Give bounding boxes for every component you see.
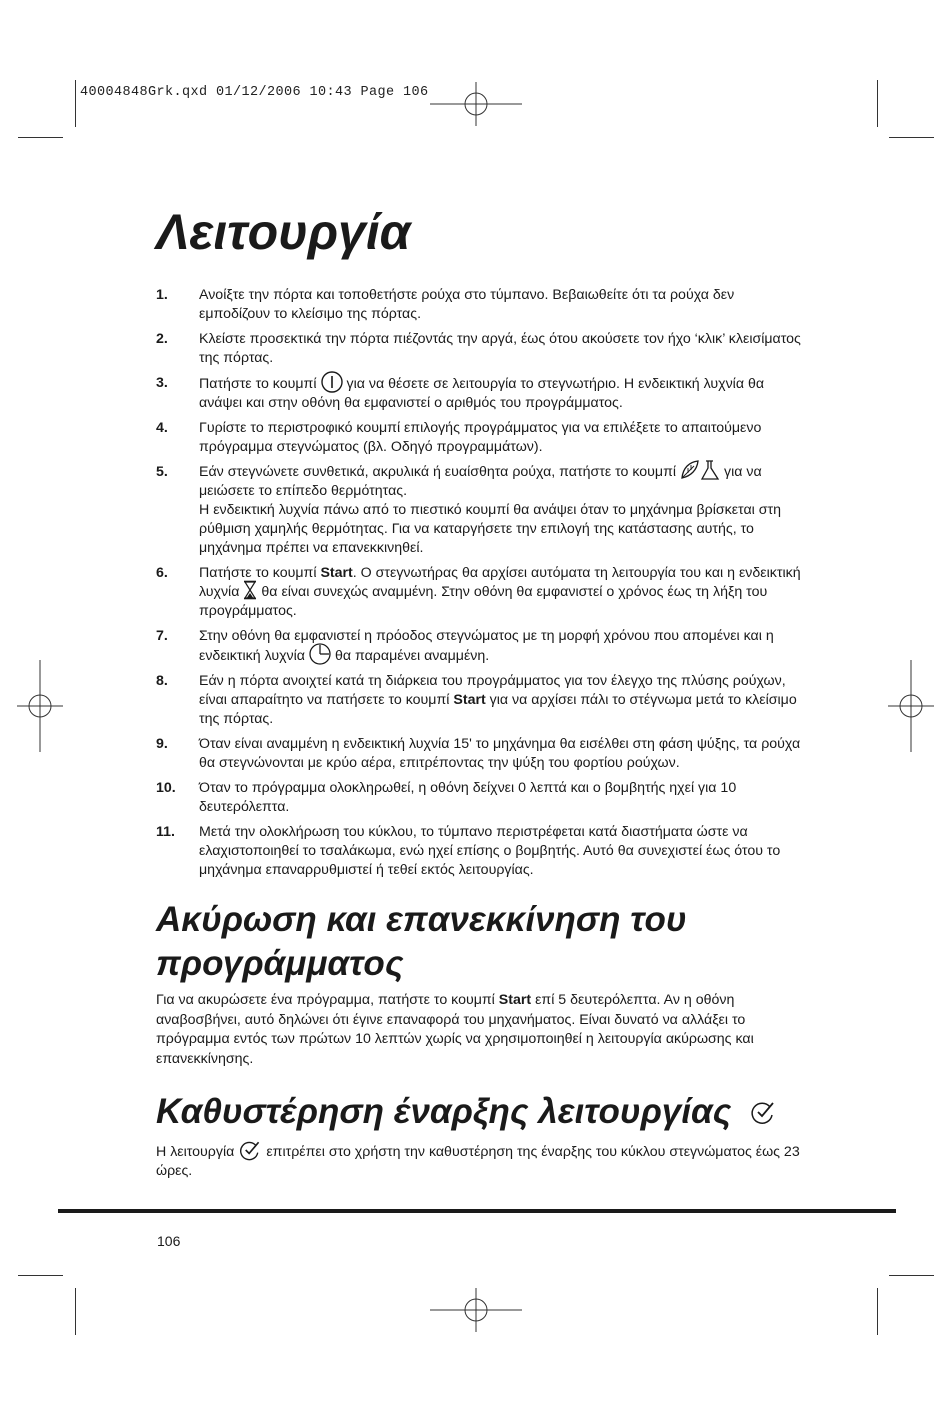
file-slug: 40004848Grk.qxd 01/12/2006 10:43 Page 106 [80,85,429,100]
step-number: 8. [156,673,168,689]
step-text: Πατήστε το κουμπί [199,375,317,392]
step-5 [156,463,806,558]
cancel-section-title [156,898,687,986]
step-3 [156,374,806,413]
step-text: Εάν στεγνώνετε συνθετικά, ακρυλικά ή ευαίσθητα ρούχα, πατήστε το κουμπί [199,464,677,480]
clock-icon [308,642,332,666]
cancel-title-line2: προγράμματος [156,944,404,983]
page-number: 106 [157,1233,181,1249]
step-text: για να θέσετε σε λειτουργία το στεγνωτήριο. Η ενδεικτική λυχνία θα ανάψει και στην οθόνη θα εμφανιστεί ο αριθμός του προγράμματος. [199,375,765,411]
delay-title-text: Καθυστέρηση έναρξης λειτουργίας [156,1092,732,1131]
hourglass-icon [242,580,258,600]
low-heat-icon [679,459,721,481]
step-number: 6. [156,565,168,581]
start-keyword: Start [498,992,532,1008]
step-text: Εάν η πόρτα ανοιχτεί κατά τη διάρκεια του προγράμματος για τον έλεγχο της πλύσης ρούχων, είναι απαραίτητο να πατήσετε το κουμπί [199,673,786,708]
crop-mark [877,1288,878,1335]
step-7 [156,627,806,666]
step-number: 7. [156,628,168,644]
footer-rule [58,1209,896,1213]
start-keyword: Start [453,692,486,708]
crop-mark [889,137,934,138]
step-6 [156,564,806,621]
delay-text: επιτρέπει στο χρήστη την καθυστέρηση της έναρξης του κύκλου στεγνώματος έως 23 ώρες. [156,1143,800,1180]
step-note: Η ενδεικτική λυχνία πάνω από το πιεστικό κουμπί θα ανάψει όταν το μηχάνημα βρίσκεται στη ρύθμιση χαμηλής θερμότητας. Για να καταργήσετε την επιλογή της κατάστασης αυτής, το μηχάνημα πρέπει να επανεκκινηθεί. [199,502,781,556]
delay-start-icon [237,1138,263,1162]
step-text: Ανοίξτε την πόρτα και τοποθετήστε ρούχα στο τύμπανο. Βεβαιωθείτε ότι τα ρούχα δεν εμποδίζουν το κλείσιμο της πόρτας. [199,287,735,322]
step-number: 2. [156,331,168,347]
step-9 [156,735,806,773]
crop-mark [75,80,76,127]
step-number: 11. [156,824,175,840]
step-number: 9. [156,736,168,752]
cancel-title-line1: Ακύρωση και επανεκκίνηση του [156,900,687,939]
step-text: Όταν είναι αναμμένη η ενδεικτική λυχνία 15' το μηχάνημα θα εισέλθει στη φάση ψύξης, τα ρούχα θα στεγνώνονται με κρύο αέρα, επιτρέποντας την ψύξη του φορτίου ρούχων. [199,736,801,771]
cancel-paragraph [156,991,801,1069]
step-text: για να μειώσετε το επίπεδο θερμότητας. [199,464,762,499]
step-number: 4. [156,420,168,436]
step-text: θα παραμένει αναμμένη. [334,647,490,664]
step-8 [156,672,806,729]
step-1 [156,286,806,324]
crop-mark [18,1275,63,1276]
cancel-text: επί 5 δευτερόλεπτα. Αν η οθόνη αναβοσβήνει, αυτό δηλώνει ότι έγινε επαναφορά του μηχανήματος. Είναι δυνατό να αλλάξει το πρόγραμμα εντός των πρώτων 10 λεπτών χωρίς να χρησιμοποιηθεί η λειτουργία ακύρωσης και επανεκκίνησης. [156,992,754,1067]
step-text: Γυρίστε το περιστροφικό κουμπί επιλογής προγράμματος για να επιλέξετε το απαιτούμενο πρόγραμμα στεγνώματος (βλ. Οδηγό προγραμμάτων). [199,420,762,455]
registration-mark-icon [430,82,522,126]
step-text: Όταν το πρόγραμμα ολοκληρωθεί, η οθόνη δείχνει 0 λεπτά και ο βομβητής ηχεί για 10 δευτερόλεπτα. [199,780,737,815]
step-text: . Ο στεγνωτήρας θα αρχίσει αυτόματα τη λειτουργία του και η ενδεικτική λυχνία [199,565,801,600]
delay-start-icon [749,1098,777,1126]
start-keyword: Start [320,565,353,581]
delay-section-title [156,1090,780,1134]
step-text: θα είναι συνεχώς αναμμένη. Στην οθόνη θα εμφανιστεί ο χρόνος έως τη λήξη του προγράμματος. [199,584,768,619]
page-title: Λειτουργία [156,204,411,260]
step-text: Στην οθόνη θα εμφανιστεί η πρόοδος στεγνώματος με τη μορφή χρόνου που απομένει και η ενδεικτική λυχνία [199,628,774,664]
step-text: Μετά την ολοκλήρωση του κύκλου, το τύμπανο περιστρέφεται κατά διαστήματα ώστε να ελαχιστοποιηθεί το τσαλάκωμα, ενώ ηχεί επίσης ο βομβητής. Αυτό θα συνεχιστεί έως ότου το μηχάνημα επαναρρυθμιστεί ή τεθεί εκτός λειτουργίας. [199,824,781,878]
step-2 [156,330,806,368]
step-text: για να αρχίσει πάλι το στέγνωμα μετά το κλείσιμο της πόρτας. [199,692,797,727]
step-4 [156,419,806,457]
step-number: 3. [156,375,168,391]
delay-paragraph [156,1142,801,1182]
crop-mark [75,1288,76,1335]
registration-mark-icon [888,660,934,752]
step-number: 5. [156,464,168,480]
step-11 [156,823,806,880]
power-button-icon [320,370,344,394]
crop-mark [889,1275,934,1276]
step-number: 1. [156,287,168,303]
delay-text: Η λειτουργία [156,1143,235,1160]
step-text: Κλείστε προσεκτικά την πόρτα πιέζοντάς την αργά, έως ότου ακούσετε τον ήχο ‘κλικ’ κλεισίματος της πόρτας. [199,331,801,366]
step-text: Πατήστε το κουμπί [199,565,317,581]
registration-mark-icon [430,1288,522,1332]
crop-mark [877,80,878,127]
operation-steps-list [156,286,806,886]
registration-mark-icon [17,660,63,752]
step-10 [156,779,806,817]
cancel-text: Για να ακυρώσετε ένα πρόγραμμα, πατήστε το κουμπί [156,992,495,1008]
crop-mark [18,137,63,138]
step-number: 10. [156,780,176,796]
